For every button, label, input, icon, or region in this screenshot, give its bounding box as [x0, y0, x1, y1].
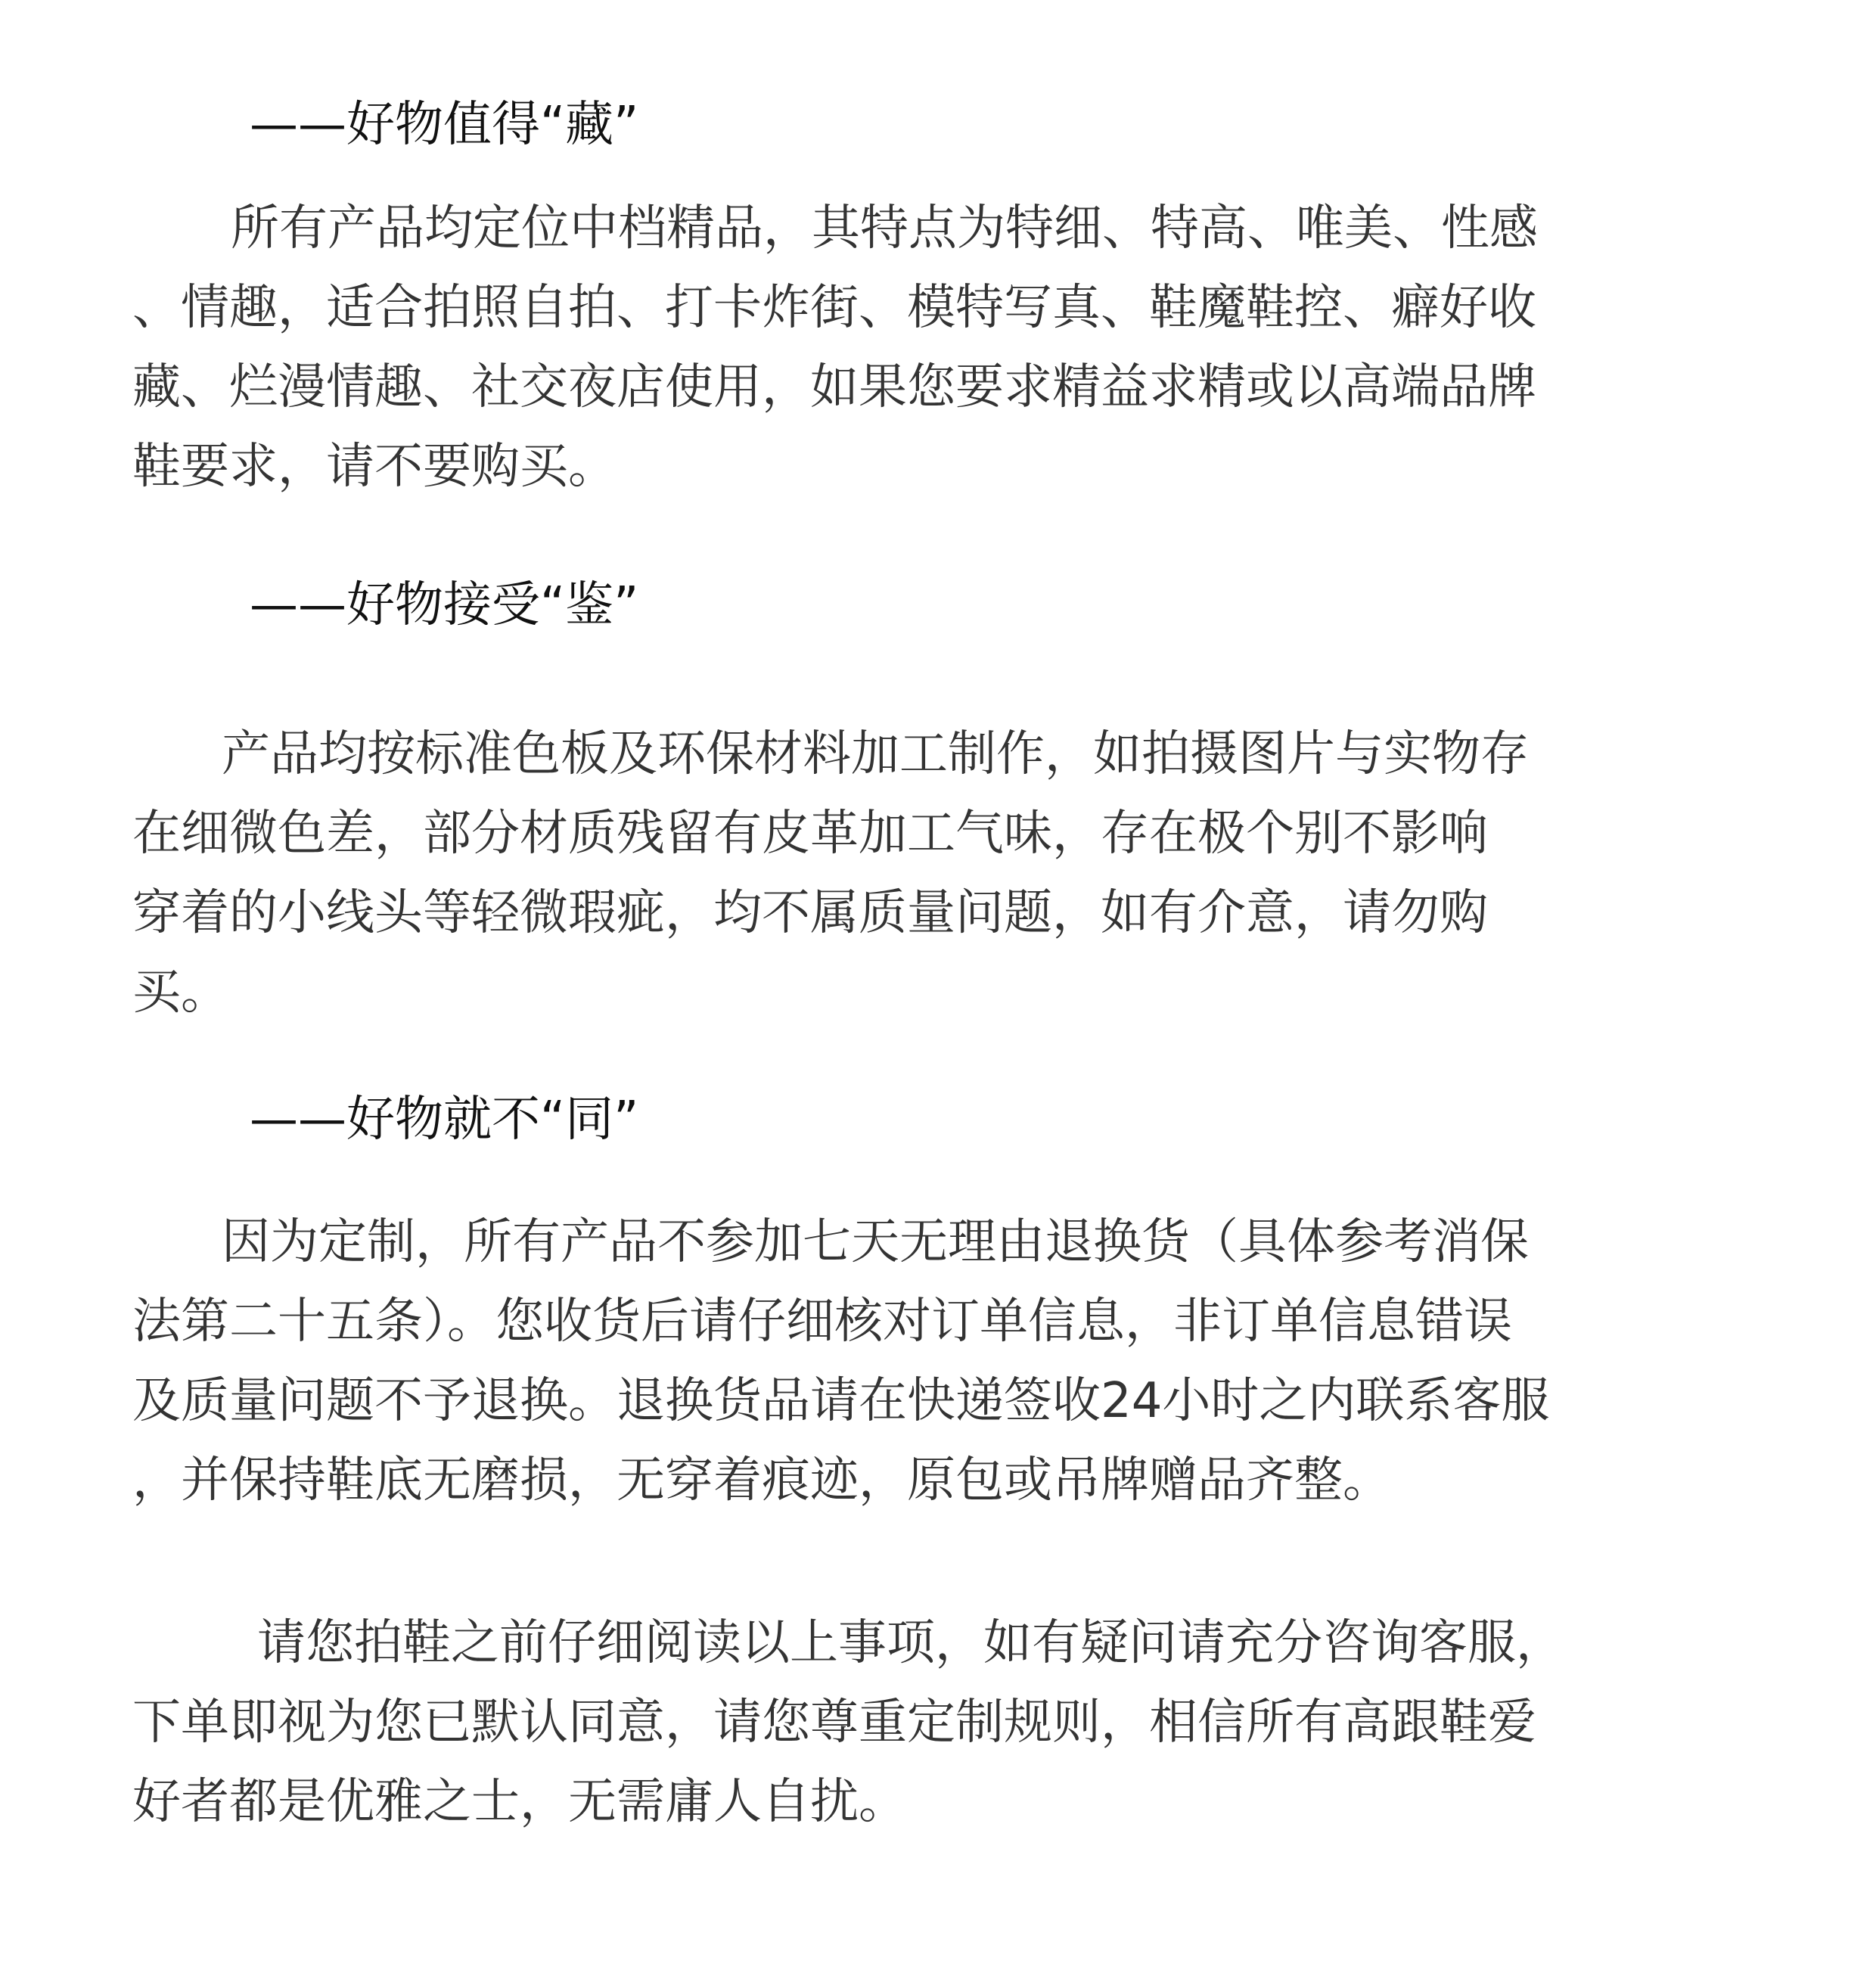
paragraph-line: 好者都是优雅之士，无需庸人自扰。: [132, 1774, 907, 1830]
closing-paragraph: [132, 1604, 1706, 1842]
paragraph-line: 鞋要求，请不要购买。: [132, 439, 617, 495]
paragraph-line: 穿着的小线头等轻微瑕疵，均不属质量问题，如有介意，请勿购: [132, 885, 1488, 941]
section-heading-inspect: ——好物接受“鉴”: [250, 577, 639, 633]
paragraph-line: ，并保持鞋底无磨损，无穿着痕迹，原包或吊牌赠品齐整。: [132, 1452, 1391, 1508]
paragraph-line: 所有产品均定位中档精品，其特点为特细、特高、唯美、性感: [231, 200, 1538, 256]
paragraph-line: 、情趣，适合拍照自拍、打卡炸街、模特写真、鞋魔鞋控、癖好收: [132, 280, 1536, 336]
section-paragraph-different: [132, 1203, 1706, 1521]
section-heading-different: ——好物就不“同”: [250, 1092, 639, 1148]
section-paragraph-collect: [132, 189, 1706, 507]
section-heading-collect: ——好物值得“藏”: [250, 97, 639, 153]
section-paragraph-inspect: [132, 715, 1706, 1033]
paragraph-line: 在细微色差，部分材质残留有皮革加工气味，存在极个别不影响: [132, 806, 1488, 862]
paragraph-line: 请您拍鞋之前仔细阅读以上事项，如有疑问请充分咨询客服，: [257, 1615, 1564, 1671]
paragraph-line: 因为定制，所有产品不参加七天无理由退换货（具体参考消保: [222, 1214, 1529, 1270]
paragraph-line: 藏、烂漫情趣、社交夜店使用，如果您要求精益求精或以高端品牌: [132, 359, 1536, 415]
paragraph-line: 及质量问题不予退换。退换货品请在快递签收24小时之内联系客服: [132, 1373, 1550, 1429]
paragraph-line: 产品均按标准色板及环保材料加工制作，如拍摄图片与实物存: [222, 726, 1529, 782]
paragraph-line: 下单即视为您已默认同意，请您尊重定制规则，相信所有高跟鞋爱: [132, 1695, 1536, 1751]
paragraph-line: 买。: [132, 965, 229, 1021]
paragraph-line: 法第二十五条）。您收货后请仔细核对订单信息，非订单信息错误: [132, 1294, 1512, 1350]
